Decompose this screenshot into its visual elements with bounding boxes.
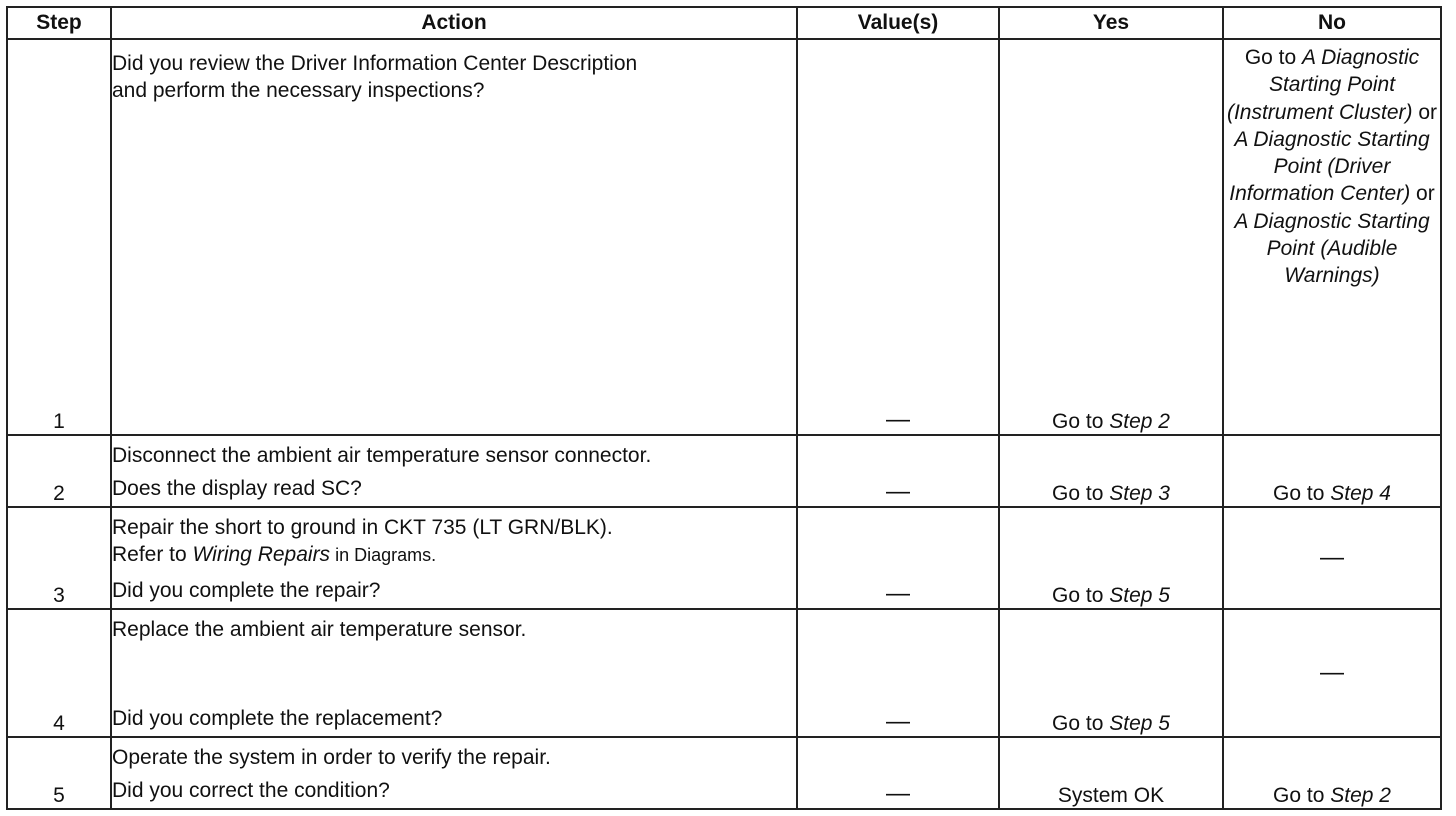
yes-prefix: Go to — [1052, 482, 1110, 505]
no-prefix: Go to — [1273, 784, 1331, 807]
no-link-driver-information-center[interactable]: A Diagnostic Starting Point (Driver Information Center) — [1229, 127, 1430, 206]
step-number: 5 — [7, 737, 111, 809]
diagnostic-table — [6, 6, 1442, 810]
no-cell — [1223, 737, 1441, 809]
no-link-instrument-cluster[interactable]: A Diagnostic Starting Point (Instrument Cluster) — [1226, 46, 1420, 124]
step-number: 1 — [7, 39, 111, 435]
values-cell: — — [797, 737, 999, 809]
step-number: 3 — [7, 507, 111, 609]
yes-prefix: Go to — [1052, 410, 1110, 433]
yes-cell — [999, 609, 1223, 737]
in-diagrams-text: in Diagrams. — [330, 545, 437, 565]
yes-step-link[interactable]: Step 2 — [1109, 410, 1170, 433]
action-cell — [111, 507, 797, 609]
no-or-text: or — [1410, 182, 1435, 206]
action-question: Did you correct the condition? — [112, 779, 390, 802]
action-text: Disconnect the ambient air temperature sensor connector. — [112, 444, 652, 467]
action-question: and perform the necessary inspections? — [112, 79, 485, 102]
action-cell — [111, 39, 797, 435]
table-row — [7, 737, 1441, 809]
no-cell: — — [1223, 609, 1441, 737]
table-row — [7, 39, 1441, 435]
table-row — [7, 435, 1441, 507]
action-text: Repair the short to ground in CKT 735 (LT GRN/BLK). — [112, 516, 613, 539]
action-reference — [112, 541, 796, 569]
action-cell — [111, 609, 797, 737]
header-no: No — [1223, 7, 1441, 39]
yes-cell — [999, 507, 1223, 609]
table-row — [7, 507, 1441, 609]
values-cell: — — [797, 507, 999, 609]
no-cell — [1223, 435, 1441, 507]
no-prefix: Go to — [1244, 46, 1303, 69]
no-link-audible-warnings[interactable]: A Diagnostic Starting Point (Audible Warnings) — [1234, 209, 1430, 288]
yes-step-link[interactable]: Step 5 — [1109, 712, 1170, 735]
no-cell: — — [1223, 507, 1441, 609]
action-cell — [111, 737, 797, 809]
step-number: 4 — [7, 609, 111, 737]
table-header-row — [7, 7, 1441, 39]
no-step-link[interactable]: Step 4 — [1330, 482, 1391, 505]
header-action: Action — [111, 7, 797, 39]
yes-step-link[interactable]: Step 5 — [1109, 584, 1170, 607]
no-prefix: Go to — [1273, 482, 1331, 505]
values-cell: — — [797, 39, 999, 435]
no-step-link[interactable]: Step 2 — [1330, 784, 1391, 807]
action-text: Operate the system in order to verify the repair. — [112, 746, 551, 769]
yes-cell: System OK — [999, 737, 1223, 809]
action-text: Did you review the Driver Information Center Description — [112, 52, 638, 75]
yes-cell — [999, 435, 1223, 507]
action-question: Did you complete the replacement? — [112, 707, 443, 730]
action-question: Did you complete the repair? — [112, 579, 381, 602]
action-text: Replace the ambient air temperature sensor. — [112, 618, 527, 641]
yes-prefix: Go to — [1052, 712, 1110, 735]
header-step: Step — [7, 7, 111, 39]
action-cell — [111, 435, 797, 507]
step-number: 2 — [7, 435, 111, 507]
values-cell: — — [797, 435, 999, 507]
no-cell — [1223, 39, 1441, 435]
yes-step-link[interactable]: Step 3 — [1109, 482, 1170, 505]
header-values: Value(s) — [797, 7, 999, 39]
wiring-repairs-link[interactable]: Wiring Repairs — [192, 543, 331, 566]
header-yes: Yes — [999, 7, 1223, 39]
action-question: Does the display read SC? — [112, 477, 362, 500]
yes-cell — [999, 39, 1223, 435]
no-or-text: or — [1412, 100, 1438, 124]
refer-to-text: Refer to — [112, 543, 193, 566]
yes-prefix: Go to — [1052, 584, 1110, 607]
values-cell: — — [797, 609, 999, 737]
table-row — [7, 609, 1441, 737]
